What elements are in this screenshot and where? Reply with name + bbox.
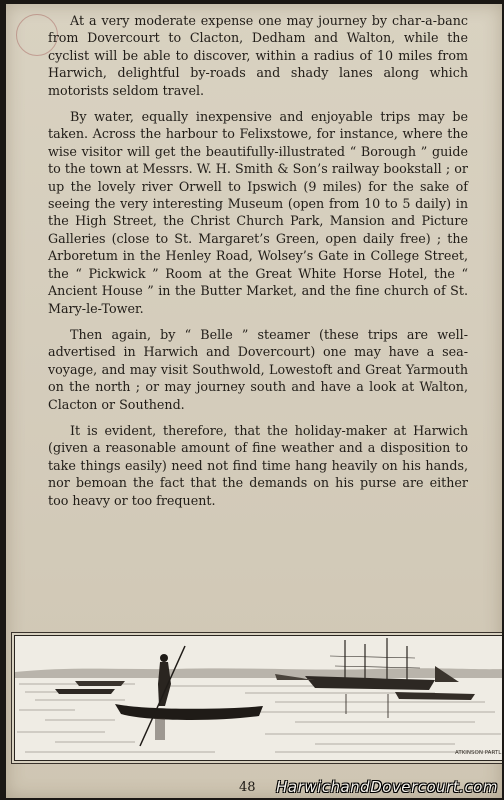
small-boat-left bbox=[55, 689, 115, 694]
harbour-illustration bbox=[14, 635, 502, 761]
site-watermark: HarwichandDovercourt.com bbox=[276, 778, 498, 796]
paragraph-conclusion: It is evident, therefore, that the holiday-maker at Harwich (given a reasonable amount of fine weather and a disposition to take things easily) need not find time hang heavily on his hands, nor bemoan the fact that the demands on his purse are either too heavy or too frequent. bbox=[48, 422, 468, 508]
book-page bbox=[6, 4, 502, 798]
harbour-scene-drawing bbox=[15, 636, 502, 760]
artist-signature: ATKINSON PARTL bbox=[455, 750, 502, 756]
paragraph-by-water: By water, equally inexpensive and enjoyable trips may be taken. Across the harbour to Felixstowe, for instance, where the wise visitor will get the beautifully-illustrated “ Borough ” guide to the town at Messrs. W. H. Smith & Son’s railway bookstall ; or up the lovely river Orwell to Ipswich (9 miles) for the sake of seeing the very interesting Museum (open from 10 to 5 daily) in the High Street, the Christ Church Park, Mansion and Picture Galleries (close to St. Margaret’s Green, open daily free) ; the Arboretum in the Henley Road, Wolsey’s Gate in College Street, the “ Pickwick ” Room at the Great White Horse Hotel, the “ Ancient House ” in the Butter Market, and the fine church of St. Mary-le-Tower. bbox=[48, 109, 468, 316]
small-boat-far bbox=[75, 681, 125, 686]
body-text bbox=[48, 12, 468, 518]
page-number: 48 bbox=[239, 780, 256, 795]
paragraph-belle-steamer: Then again, by “ Belle ” steamer (these trips are well-advertised in Harwich and Dovercourt) one may have a sea-voyage, and may visit Southwold, Lowestoft and Great Yarmouth on the north ; or may journey south and have a look at Walton, Clacton or Southend. bbox=[48, 326, 468, 412]
paragraph-charabanc: At a very moderate expense one may journey by char-a-banc from Dovercourt to Clacton, Dedham and Walton, while the cyclist will be able to discover, within a radius of 10 miles from Harwich, delightful by-roads and shady lanes along which motorists seldom travel. bbox=[48, 13, 468, 98]
distant-shore bbox=[15, 668, 502, 678]
